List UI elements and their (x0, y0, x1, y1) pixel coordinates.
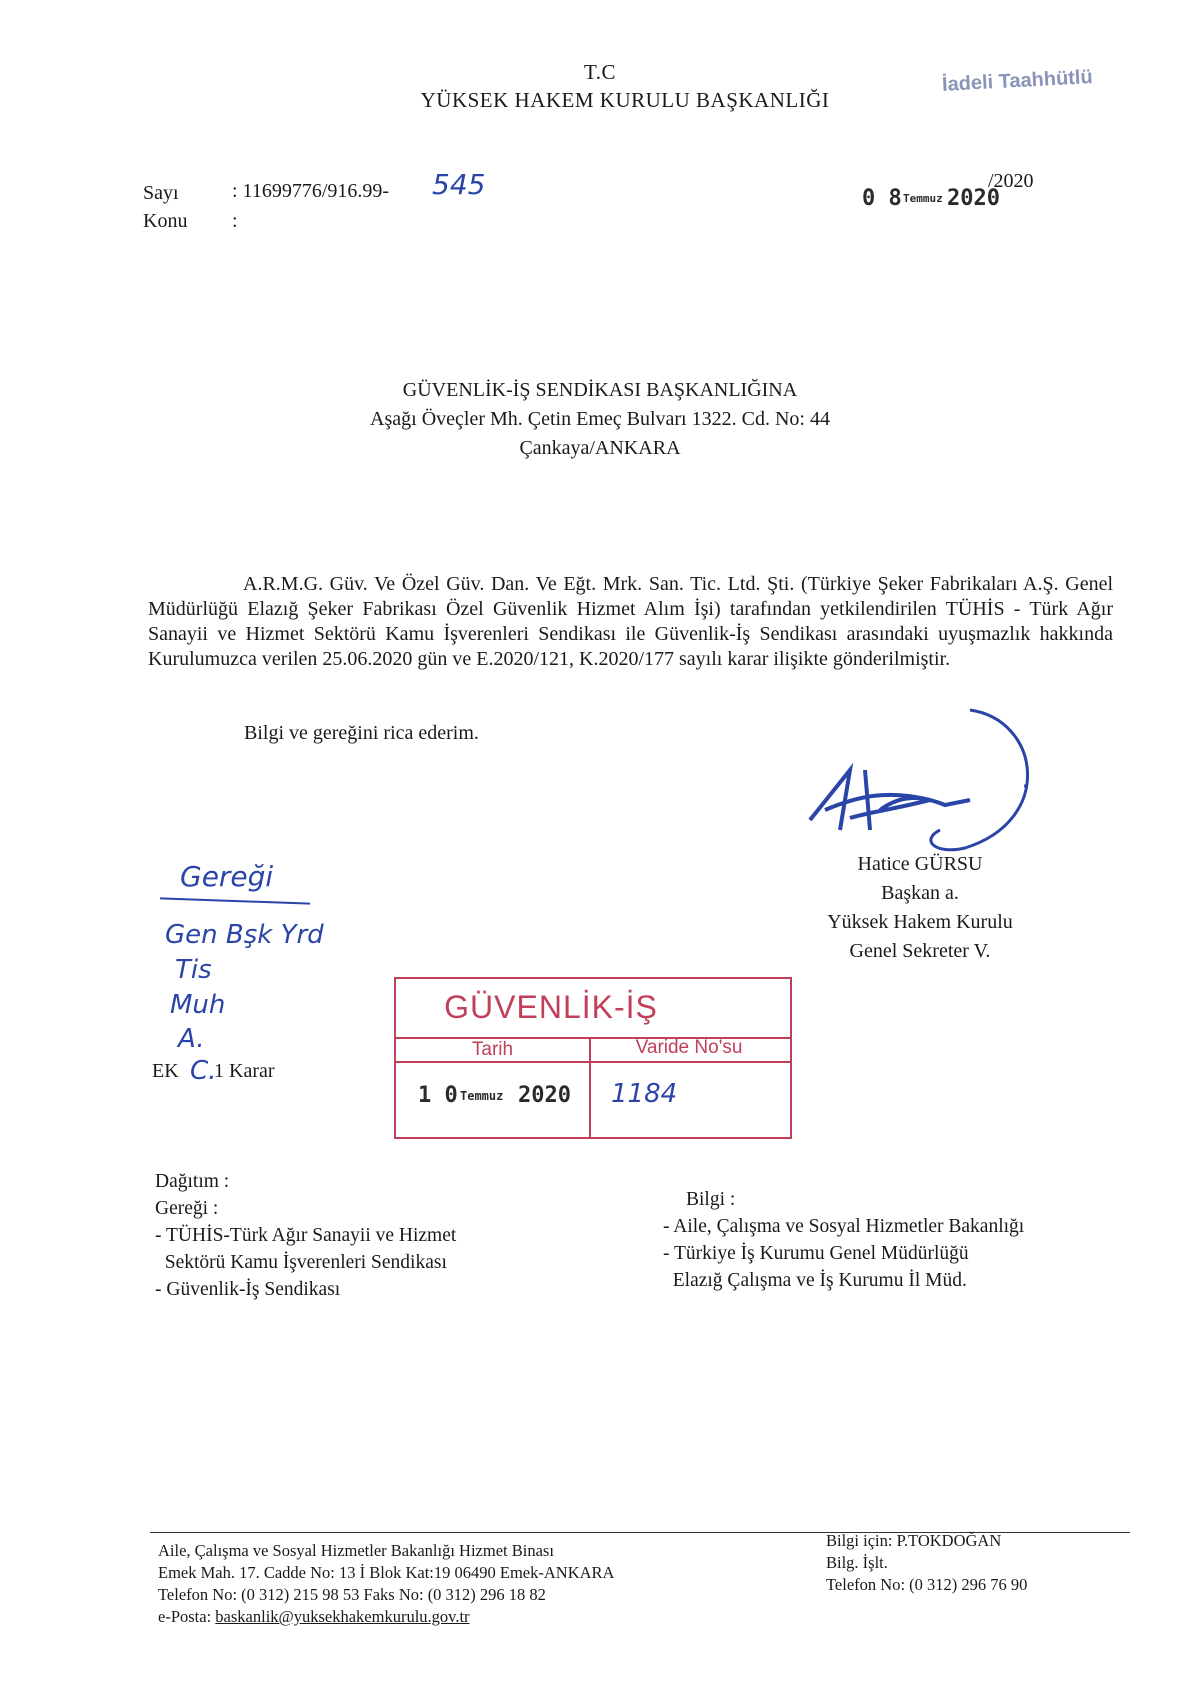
geregi-item: Sektörü Kamu İşverenleri Sendikası (155, 1252, 447, 1273)
stamp-varide-label: Varide No'su (635, 1037, 743, 1058)
signature-scribble (770, 700, 1100, 870)
attachment-label: EK (152, 1060, 179, 1082)
footer-email-row (158, 1606, 614, 1628)
closing-line: Bilgi ve gereğini rica ederim. (244, 722, 479, 744)
stamp-date-year: 2020 (518, 1083, 571, 1108)
handwritten-tis: Tis (175, 955, 212, 985)
attachment-value: 1 Karar (214, 1060, 275, 1082)
header-institution: YÜKSEK HAKEM KURULU BAŞKANLIĞI (420, 88, 830, 112)
handwritten-a: A. (178, 1024, 205, 1054)
incoming-document-stamp (394, 977, 792, 1139)
handwritten-muh: Muh (170, 990, 226, 1020)
footer-contact-line: Telefon No: (0 312) 296 76 90 (826, 1575, 1028, 1594)
handwritten-geregi: Gereği (180, 860, 274, 893)
recipient-name: GÜVENLİK-İŞ SENDİKASI BAŞKANLIĞINA (402, 379, 798, 401)
signatory-name: Hatice GÜRSU (857, 853, 983, 875)
footer-address-line: Emek Mah. 17. Cadde No: 13 İ Blok Kat:19 06490 Emek-ANKARA (158, 1563, 615, 1582)
stamp-title: GÜVENLİK-İŞ (444, 989, 658, 1025)
recipient-city: Çankaya/ANKARA (519, 437, 681, 459)
signatory-title-2: Yüksek Hakem Kurulu (827, 911, 1013, 933)
geregi-item: - TÜHİS-Türk Ağır Sanayii ve Hizmet (155, 1225, 457, 1246)
stamp-divider-2 (396, 1061, 790, 1063)
date-suffix: /2020 (988, 170, 1034, 192)
footer-contact-line: Bilg. İşlt. (826, 1553, 888, 1572)
footer-address-line: Aile, Çalışma ve Sosyal Hizmetler Bakanlığı Hizmet Binası (158, 1541, 554, 1560)
stamp-date-month: Temmuz (460, 1089, 504, 1103)
date-stamp-day: 0 8 (862, 186, 902, 211)
header-tc: T.C (583, 60, 617, 84)
sayi-handwritten-number: 545 (432, 168, 486, 201)
handwritten-underline (160, 897, 310, 904)
registered-mail-stamp: İadeli Taahhütlü (941, 66, 1094, 96)
footer-contact-line: Bilgi için: P.TOKDOĞAN (826, 1531, 1002, 1550)
signatory-title-3: Genel Sekreter V. (849, 940, 991, 962)
bilgi-label: Bilgi : (686, 1189, 736, 1210)
geregi-item: - Güvenlik-İş Sendikası (155, 1279, 341, 1300)
footer-address-line: Telefon No: (0 312) 215 98 53 Faks No: (0 312) 296 18 82 (158, 1585, 546, 1604)
body-paragraph: A.R.M.G. Güv. Ve Özel Güv. Dan. Ve Eğt. Mrk. San. Tic. Ltd. Şti. (Türkiye Şeker Fabrikaları A.Ş. Genel Müdürlüğü Elazığ Şeker Fabrikası Özel Güvenlik Hizmet Alım İşi) tarafından yetkilendirilen TÜHİS - Türk Ağır Sanayii ve Hizmet Sektörü Kamu İşverenleri Sendikası ile Güvenlik-İş Sendikası arasındaki uyuşmazlık hakkında Kurulumuzca verilen 25.06.2020 gün ve E.2020/121, K.2020/177 sayılı karar ilişikte gönderilmiştir. (148, 573, 1113, 670)
bilgi-item: Elazığ Çalışma ve İş Kurumu İl Müd. (663, 1270, 967, 1291)
handwritten-gen-bsk-yrd: Gen Bşk Yrd (165, 920, 324, 950)
footer-address (158, 1540, 614, 1628)
handwritten-c: C. (190, 1056, 217, 1086)
stamp-number: 1184 (611, 1079, 678, 1109)
stamp-date-day: 1 0 (418, 1083, 458, 1108)
konu-label: Konu (143, 210, 188, 232)
footer-contact (826, 1530, 1027, 1596)
distribution-label: Dağıtım : (155, 1171, 230, 1192)
konu-value: : (232, 210, 238, 232)
date-stamp-year: 2020 (947, 186, 1000, 211)
stamp-tarih-label: Tarih (471, 1039, 514, 1060)
footer-email-link[interactable]: baskanlik@yuksekhakemkurulu.gov.tr (215, 1607, 470, 1626)
sayi-value: : 11699776/916.99- (232, 180, 390, 202)
sayi-label: Sayı (143, 182, 179, 204)
footer-email-label: e-Posta: (158, 1607, 212, 1626)
bilgi-item: - Aile, Çalışma ve Sosyal Hizmetler Bakanlığı (663, 1216, 1025, 1237)
recipient-address: Aşağı Öveçler Mh. Çetin Emeç Bulvarı 1322. Cd. No: 44 (370, 408, 830, 430)
geregi-label: Gereği : (155, 1198, 219, 1219)
signatory-title-1: Başkan a. (881, 882, 959, 904)
bilgi-item: - Türkiye İş Kurumu Genel Müdürlüğü (663, 1243, 969, 1264)
date-stamp-month: Temmuz (903, 192, 943, 205)
